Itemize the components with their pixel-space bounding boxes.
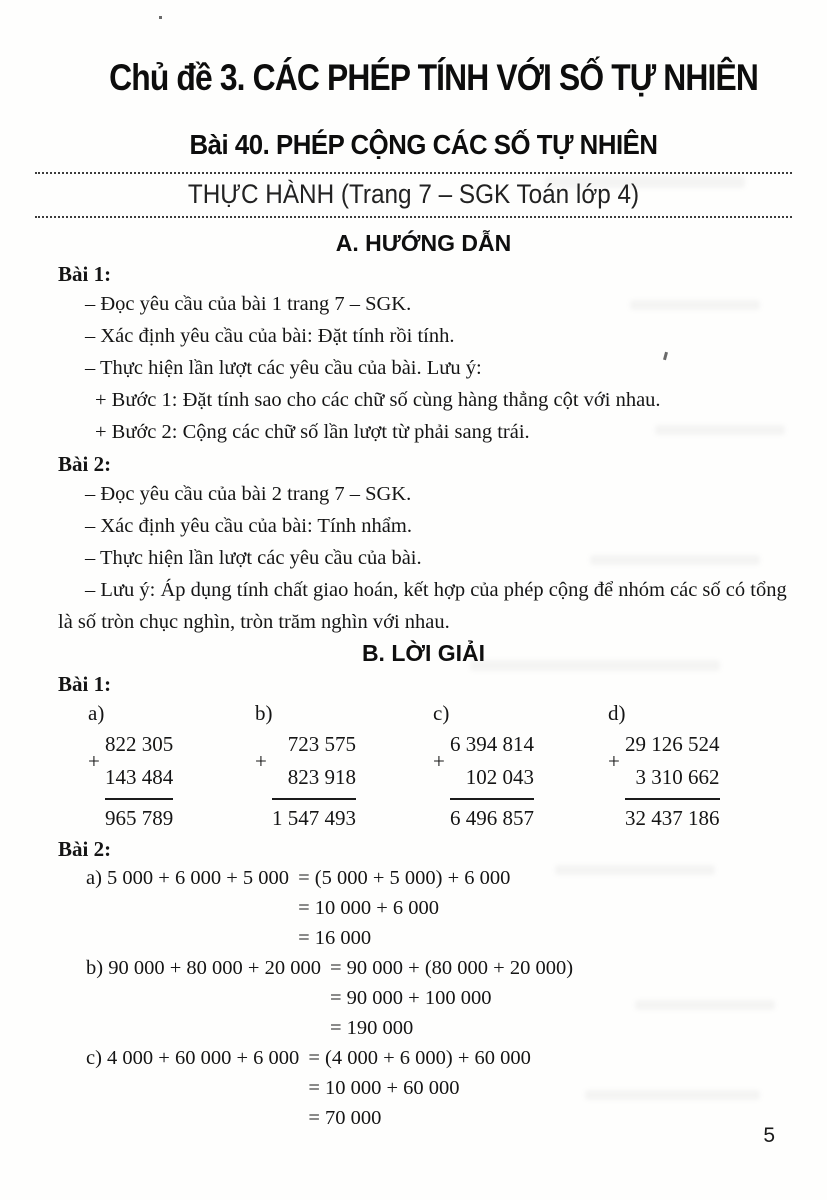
equation-c	[86, 1043, 789, 1133]
column-addition	[608, 728, 720, 833]
guidance-item: + Bước 1: Đặt tính sao cho các chữ số cùng hàng thẳng cột với nhau.	[95, 389, 661, 411]
equation-step: = 10 000 + 6 000	[298, 897, 440, 919]
equation-steps	[330, 953, 573, 1043]
addition-problem-a	[88, 700, 255, 833]
addend1: 822 305	[105, 732, 174, 756]
equation-lhs: b) 90 000 + 80 000 + 20 000	[86, 957, 321, 979]
practice-heading: THỰC HÀNH (Trang 7 – SGK Toán lớp 4)	[187, 179, 640, 209]
addend1: 723 575	[287, 732, 356, 756]
sum-rule	[450, 798, 534, 800]
equation-lhs: c) 4 000 + 60 000 + 6 000	[86, 1047, 300, 1069]
solution-exercise1-label: Bài 1:	[58, 672, 112, 696]
guidance-item: – Đọc yêu cầu của bài 1 trang 7 – SGK.	[85, 293, 412, 315]
equation-step: = 190 000	[329, 1017, 414, 1039]
addition-problem-d	[608, 700, 789, 833]
addend2: 3 310 662	[635, 765, 720, 789]
sum-rule	[105, 798, 173, 800]
equation-steps	[308, 1043, 531, 1133]
sum-rule	[272, 798, 356, 800]
section-b-title: B. LỜI GIẢI	[361, 640, 486, 666]
addition-problem-b	[255, 700, 433, 833]
solution-exercise2-label: Bài 2:	[58, 837, 112, 861]
addend1: 29 126 524	[625, 732, 720, 756]
lesson-title: Bài 40. PHÉP CỘNG CÁC SỐ TỰ NHIÊN	[189, 129, 658, 160]
equation-step: = (4 000 + 6 000) + 60 000	[308, 1047, 531, 1069]
addition-problem-c	[433, 700, 608, 833]
guidance-item: – Thực hiện lần lượt các yêu cầu của bài. Lưu ý:	[85, 357, 482, 379]
guidance-item: – Xác định yêu cầu của bài: Tính nhẩm.	[85, 515, 412, 537]
equation-step: = 70 000	[308, 1107, 382, 1129]
addend2: 823 918	[287, 765, 356, 789]
equation-step: = 90 000 + (80 000 + 20 000)	[329, 957, 574, 979]
problem-key: c)	[433, 701, 450, 725]
equation-a	[86, 863, 789, 953]
plus-operator: +	[255, 749, 267, 773]
addend2: 143 484	[105, 765, 174, 789]
guidance-item: – Thực hiện lần lượt các yêu cầu của bài.	[85, 547, 422, 569]
equation-step: = (5 000 + 5 000) + 6 000	[298, 867, 511, 889]
equation-step: = 90 000 + 100 000	[329, 987, 492, 1009]
equation-steps	[298, 863, 510, 953]
section-a-title: A. HƯỚNG DẪN	[335, 230, 512, 256]
chapter-title: Chủ đề 3. CÁC PHÉP TÍNH VỚI SỐ TỰ NHIÊN	[109, 57, 758, 98]
sum-value: 965 789	[105, 806, 174, 830]
problem-key: a)	[88, 701, 105, 725]
equations-block	[58, 863, 789, 1133]
plus-operator: +	[608, 749, 620, 773]
guidance-exercise1-label: Bài 1:	[58, 262, 112, 286]
problem-key: b)	[255, 701, 273, 725]
problem-key: d)	[608, 701, 626, 725]
page-number: 5	[763, 1124, 775, 1147]
sum-value: 6 496 857	[450, 806, 534, 830]
equation-step: = 10 000 + 60 000	[308, 1077, 460, 1099]
practice-heading-box	[35, 172, 792, 218]
addend2: 102 043	[465, 765, 534, 789]
sum-value: 32 437 186	[625, 806, 720, 830]
column-addition	[255, 728, 356, 833]
guidance-item: + Bước 2: Cộng các chữ số lần lượt từ phải sang trái.	[95, 421, 530, 443]
plus-operator: +	[88, 749, 100, 773]
guidance-item: – Lưu ý: Áp dụng tính chất giao hoán, kết hợp của phép cộng để nhóm các số có tổng là số tròn chục nghìn, tròn trăm nghìn với nhau.	[58, 579, 787, 633]
plus-operator: +	[433, 749, 445, 773]
column-addition	[88, 728, 173, 833]
equation-step: = 16 000	[298, 927, 372, 949]
equation-lhs: a) 5 000 + 6 000 + 5 000	[86, 867, 290, 889]
sum-value: 1 547 493	[272, 806, 356, 830]
guidance-item: – Đọc yêu cầu của bài 2 trang 7 – SGK.	[85, 483, 412, 505]
addend1: 6 394 814	[450, 732, 534, 756]
guidance-item: – Xác định yêu cầu của bài: Đặt tính rồi tính.	[85, 325, 455, 347]
guidance-exercise2-label: Bài 2:	[58, 452, 112, 476]
addition-problems-row	[58, 700, 789, 833]
column-addition	[433, 728, 534, 833]
equation-b	[86, 953, 789, 1043]
sum-rule	[625, 798, 720, 800]
